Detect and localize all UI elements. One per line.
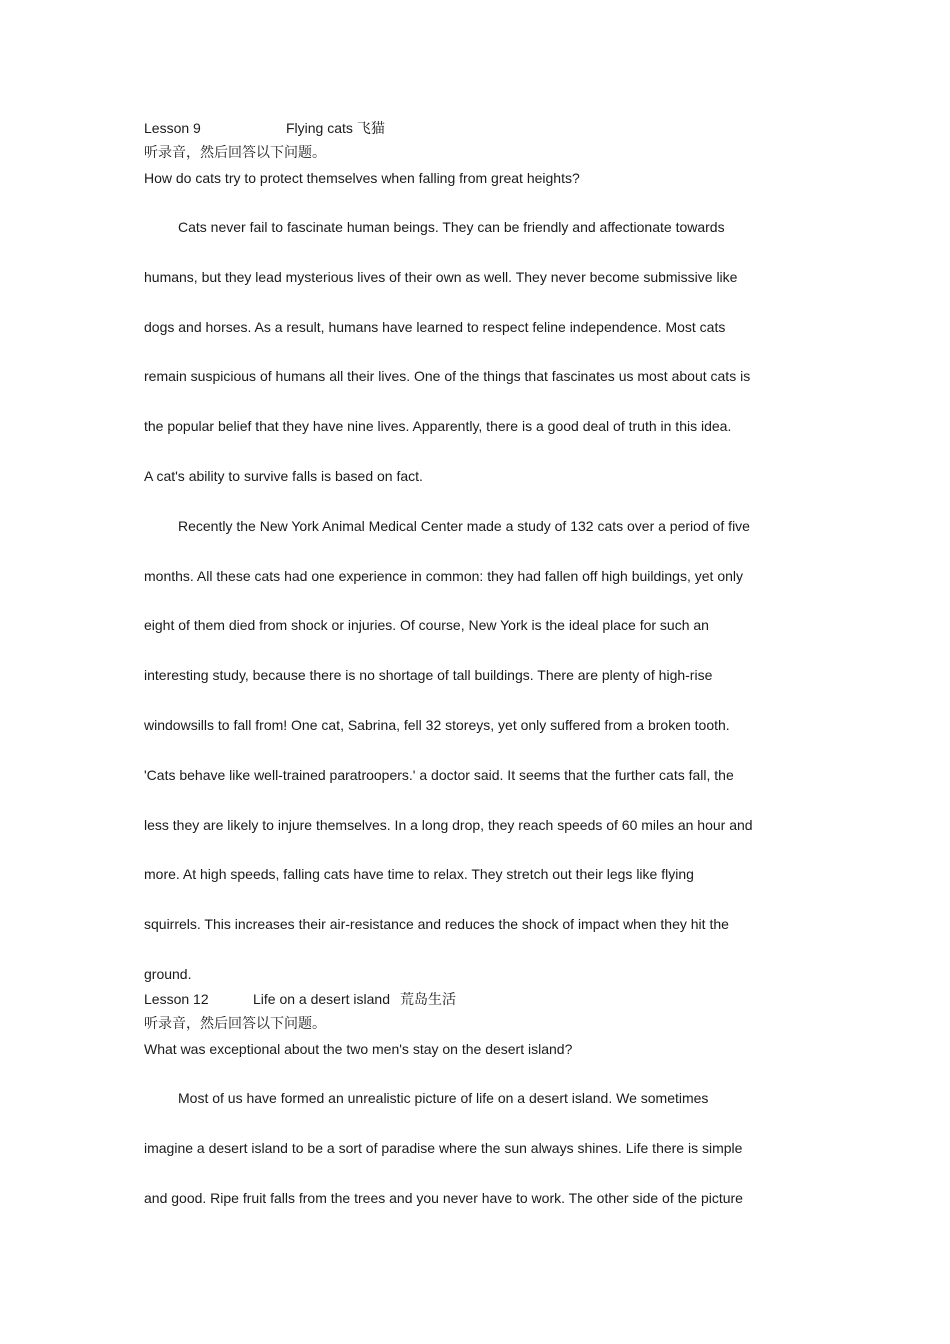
text-line: Cats never fail to fascinate human beings. They can be friendly and affectionate towards [178,219,725,235]
text-line: more. At high speeds, falling cats have time to relax. They stretch out their legs like flying [144,866,694,883]
text-paragraph [144,502,809,987]
text-paragraph [144,1062,809,1223]
lesson-header [144,116,809,141]
lesson-title-chinese: 飞猫 [356,121,385,137]
text-line: Recently the New York Animal Medical Center made a study of 132 cats over a period of five [178,517,750,534]
text-line: windowsills to fall from! One cat, Sabrina, fell 32 storeys, yet only suffered from a broken tooth. [144,716,730,733]
listening-instruction: 听录音，然后回答以下问题。 [144,1015,326,1032]
lesson-number: Lesson 12 [144,990,209,1007]
lesson-section [144,116,809,987]
text-line: Most of us have formed an unrealistic picture of life on a desert island. We sometimes [178,1089,709,1106]
lesson-title: Life on a desert island [253,990,390,1007]
lesson-header [144,987,809,1012]
text-line: dogs and horses. As a result, humans have learned to respect feline independence. Most cats [144,318,726,335]
comprehension-question: What was exceptional about the two men's stay on the desert island? [144,1040,573,1057]
text-line: eight of them died from shock or injuries. Of course, New York is the ideal place for such an [144,617,709,634]
text-line: squirrels. This increases their air-resistance and reduces the shock of impact when they hit the [144,916,729,933]
lesson-title-chinese: 荒岛生活 [399,991,456,1008]
text-paragraph [144,191,809,502]
text-line: 'Cats behave like well-trained paratroopers.' a doctor said. It seems that the further cats fall, the [144,766,734,783]
text-line: humans, but they lead mysterious lives of their own as well. They never become submissive like [144,268,738,285]
text-line: imagine a desert island to be a sort of paradise where the sun always shines. Life there is simple [144,1139,743,1156]
text-line: months. All these cats had one experience in common: they had fallen off high buildings, yet only [144,567,743,584]
text-line: interesting study, because there is no shortage of tall buildings. There are plenty of high-rise [144,667,713,684]
text-line: the popular belief that they have nine lives. Apparently, there is a good deal of truth in this idea. [144,418,732,435]
text-line: remain suspicious of humans all their lives. One of the things that fascinates us most about cats is [144,368,751,385]
comprehension-question: How do cats try to protect themselves when falling from great heights? [144,170,580,186]
text-line: less they are likely to injure themselves. In a long drop, they reach speeds of 60 miles an hour and [144,816,753,833]
text-line: ground. [144,965,192,982]
listening-instruction: 听录音，然后回答以下问题。 [144,145,326,161]
document-content [144,116,809,1223]
lesson-number: Lesson 9 [144,120,201,136]
text-line: and good. Ripe fruit falls from the trees and you never have to work. The other side of the picture [144,1189,743,1206]
lesson-section [144,987,809,1223]
lesson-title: Flying cats [286,120,353,136]
text-line: A cat's ability to survive falls is based on fact. [144,467,423,484]
